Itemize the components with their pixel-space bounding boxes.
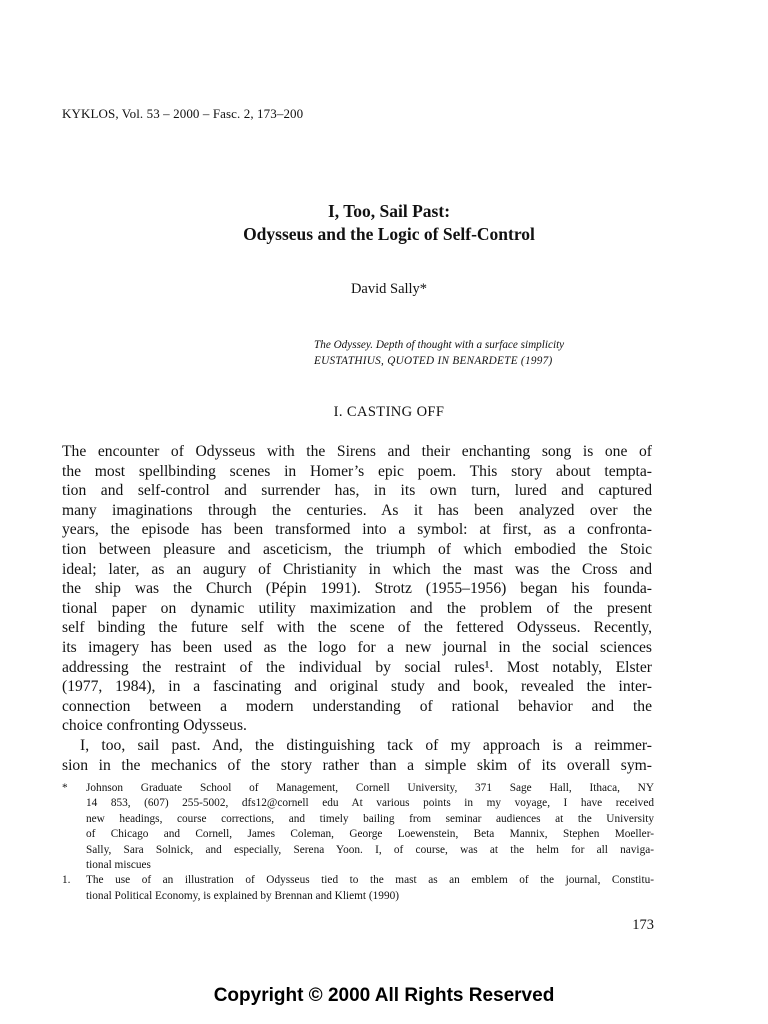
body-line: tional paper on dynamic utility maximization and the problem of the present — [62, 599, 652, 617]
body-line: many imaginations through the centuries. As it has been analyzed over the — [62, 501, 652, 519]
title-line-1: I, Too, Sail Past: — [327, 201, 451, 221]
epigraph-quote: The Odyssey. Depth of thought with a surface simplicity — [314, 339, 565, 351]
footnote-line: Sally, Sara Solnick, and especially, Serena Yoon. I, of course, was at the helm for all naviga- — [86, 843, 654, 856]
body-line: sion in the mechanics of the story rather than a simple skim of its overall sym- — [62, 756, 652, 774]
footnotes — [62, 781, 654, 904]
copyright-notice: Copyright © 2000 All Rights Reserved — [213, 985, 555, 1006]
page-number: 173 — [632, 917, 654, 933]
footnote-line: 14 853, (607) 255-5002, dfs12@cornell edu At various points in my voyage, I have received — [86, 797, 654, 810]
body-line: self binding the future self with the scene of the fettered Odysseus. Recently, — [62, 619, 652, 637]
footnote-line: The use of an illustration of Odysseus tied to the mast as an emblem of the journal, Constitu- — [86, 874, 654, 887]
body-line: years, the episode has been transformed into a symbol: at first, as a confronta- — [62, 521, 652, 539]
footnote-line: tional Political Economy, is explained by Brennan and Kliemt (1990) — [86, 889, 400, 902]
body-line: connection between a modern understanding of rational behavior and the — [62, 697, 652, 715]
body-line: addressing the restraint of the individual by social rules¹. Most notably, Elster — [62, 658, 652, 676]
body-line: tion and self-control and surrender has, in its own turn, lured and captured — [62, 482, 652, 500]
title-line-2: Odysseus and the Logic of Self-Control — [243, 224, 535, 244]
body-line: The encounter of Odysseus with the Sirens and their enchanting song is one of — [62, 443, 652, 460]
footnote-author — [62, 781, 654, 873]
footnote-1 — [62, 873, 654, 904]
body-line: ideal; later, as an augury of Christianity in which the mast was the Cross and — [62, 560, 652, 578]
section-heading: I. CASTING OFF — [333, 404, 445, 420]
body-line: its imagery has been used as the logo for a new journal in the social sciences — [62, 638, 652, 656]
epigraph — [314, 337, 564, 369]
footnote-mark: 1. — [62, 874, 71, 887]
footnote-mark: * — [62, 782, 68, 794]
article-title — [62, 200, 716, 246]
body-line: tion between pleasure and asceticism, the triumph of which embodied the Stoic — [62, 540, 652, 558]
body-line: (1977, 1984), in a fascinating and original study and book, revealed the inter- — [62, 678, 652, 696]
journal-reference: KYKLOS, Vol. 53 – 2000 – Fasc. 2, 173–200 — [62, 106, 304, 121]
footnote-line: of Chicago and Cornell, James Coleman, George Loewenstein, Beta Mannix, Stephen Moeller- — [86, 828, 654, 841]
body-text — [62, 442, 652, 775]
footnote-line: Johnson Graduate School of Management, Cornell University, 371 Sage Hall, Ithaca, NY — [86, 782, 654, 794]
author-name: David Sally* — [350, 281, 428, 297]
footnote-line: tional miscues — [86, 859, 151, 872]
body-line: choice confronting Odysseus. — [62, 717, 247, 735]
epigraph-attribution: EUSTATHIUS, QUOTED IN BENARDETE (1997) — [314, 355, 553, 367]
body-line: the most spellbinding scenes in Homer’s epic poem. This story about tempta- — [62, 462, 652, 480]
footnote-line: new headings, course corrections, and timely bailing from seminar audiences at the University — [86, 812, 654, 825]
body-line: the ship was the Church (Pépin 1991). Strotz (1955–1956) began his founda- — [62, 580, 652, 598]
body-line: I, too, sail past. And, the distinguishing tack of my approach is a reimmer- — [80, 736, 652, 754]
